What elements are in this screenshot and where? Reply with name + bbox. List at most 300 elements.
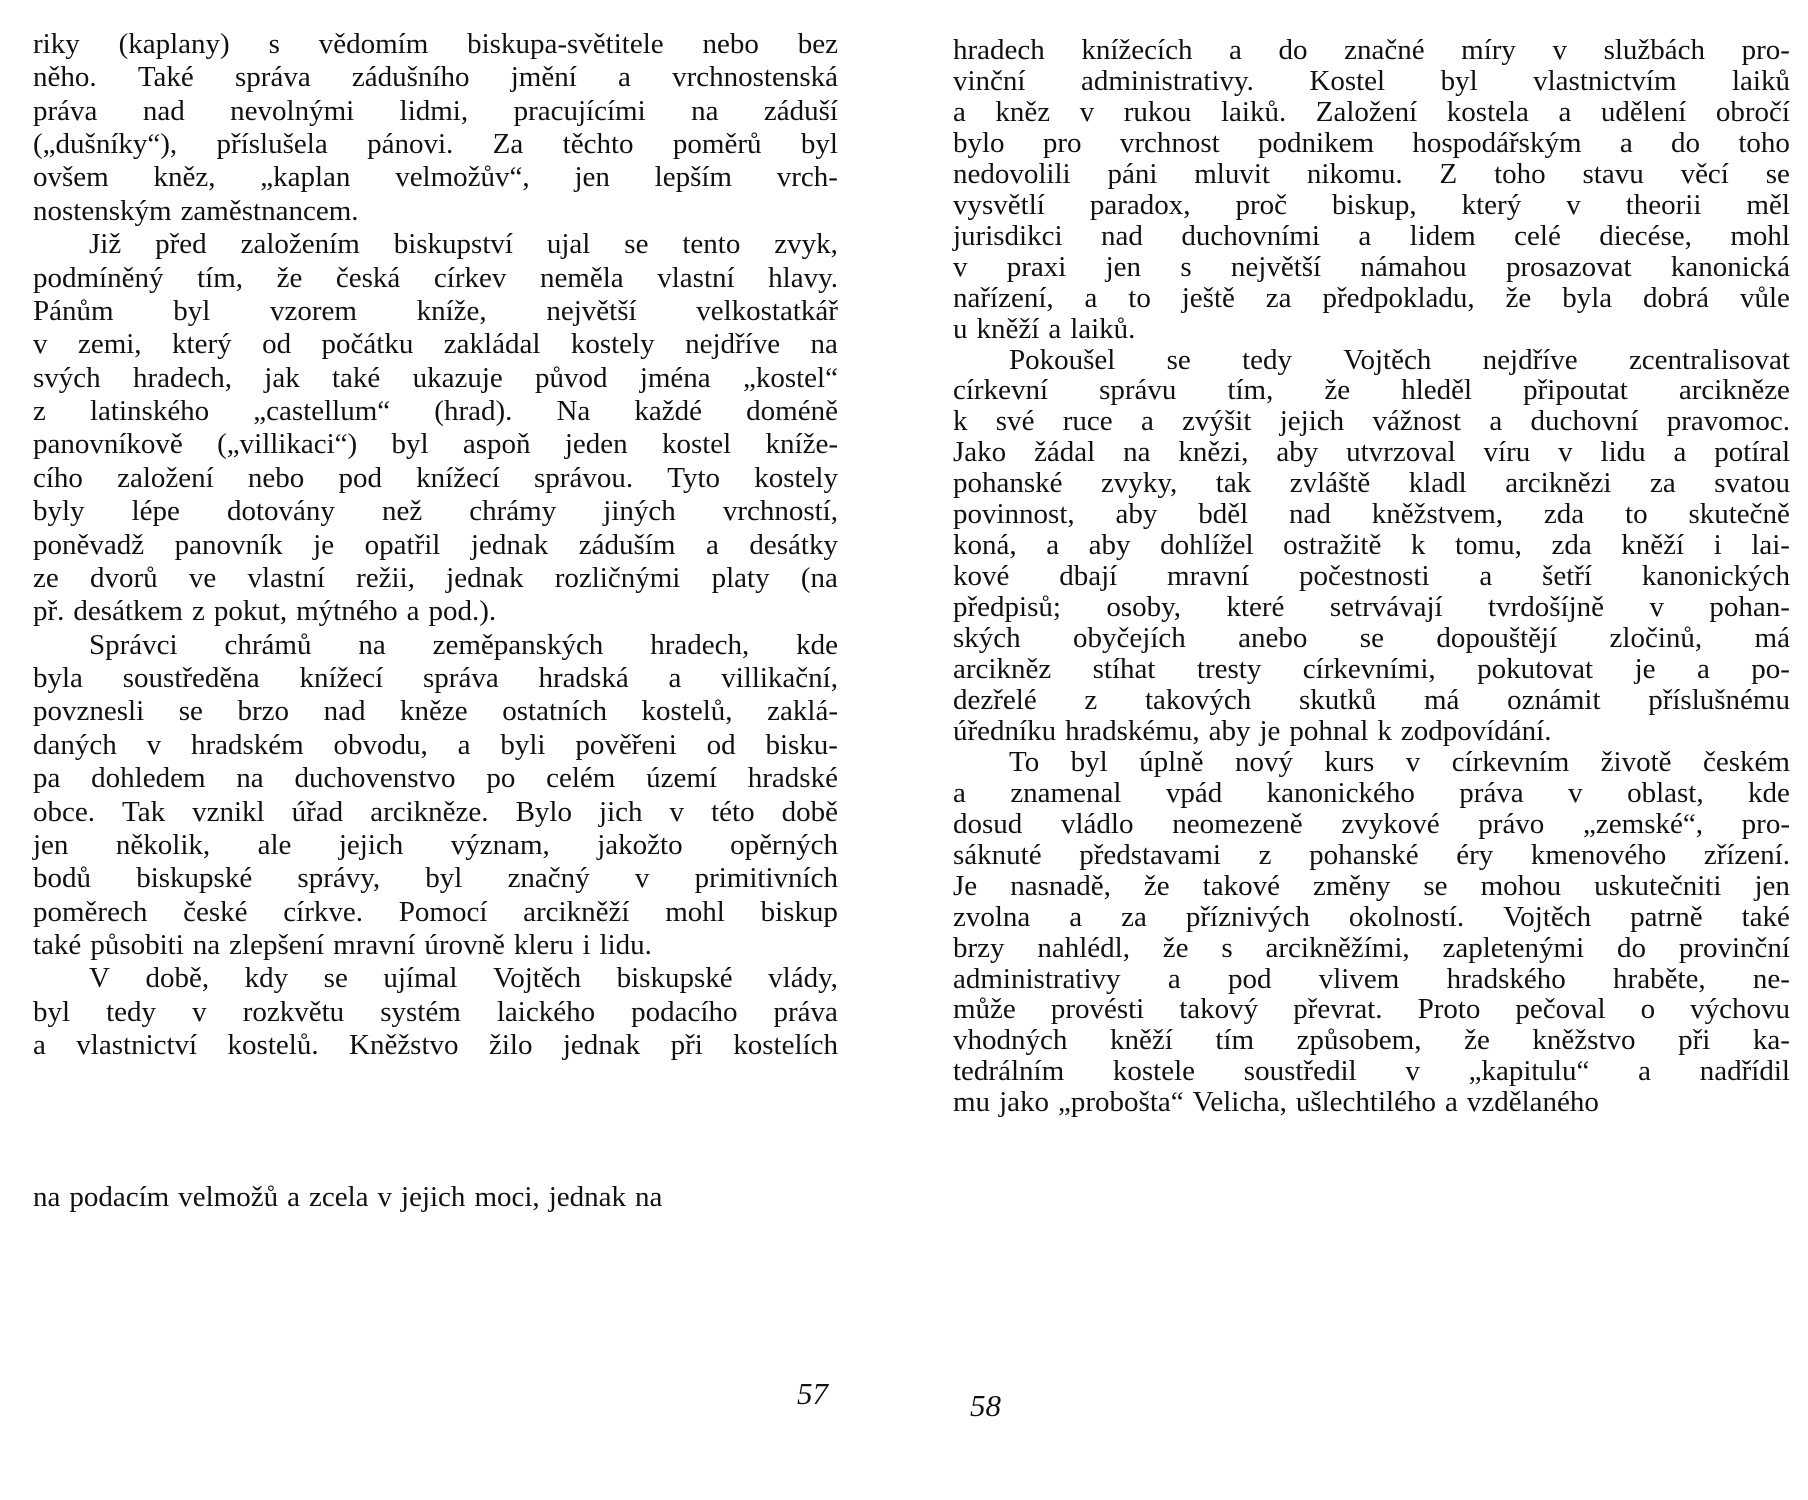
word: a <box>406 595 420 628</box>
word: tvrdošíjně <box>1488 591 1605 624</box>
word: tak <box>1215 467 1252 500</box>
word: jen <box>1754 869 1790 902</box>
word: převrat. <box>1293 993 1383 1026</box>
word: původ <box>535 361 608 394</box>
word: laiků <box>1731 64 1790 97</box>
word: nasnadě, <box>1010 869 1111 902</box>
word: oblast, <box>1627 776 1704 809</box>
word: byl <box>425 862 463 895</box>
word: u <box>953 312 968 345</box>
word: práva <box>773 995 838 1028</box>
word: villikační, <box>721 662 838 695</box>
word: vlastní <box>657 261 735 294</box>
word: svých <box>33 361 101 394</box>
text-line <box>1009 746 1790 778</box>
word: oznámit <box>1507 683 1601 716</box>
text-line <box>953 839 1790 871</box>
word: po <box>486 762 516 795</box>
word: které <box>1226 591 1285 624</box>
word: k <box>1377 714 1392 747</box>
word: obce. <box>33 795 95 828</box>
word: jakožto <box>597 828 683 861</box>
word: správy, <box>297 862 381 895</box>
word: doméně <box>746 395 838 428</box>
word: zda <box>1551 529 1592 562</box>
word: „kaplan <box>260 161 351 194</box>
word: a <box>1140 405 1154 438</box>
word: aspoň <box>462 428 531 461</box>
word: hradech <box>953 34 1045 66</box>
word: pohanské <box>953 467 1063 500</box>
text-line <box>953 282 1790 314</box>
word: českém <box>1702 745 1790 778</box>
word: je <box>1634 653 1656 685</box>
word: pohnal <box>1289 714 1369 747</box>
word: panovník <box>174 528 283 561</box>
word: zda <box>1543 498 1585 531</box>
word: v <box>1405 1055 1420 1088</box>
word: kové <box>953 560 1010 593</box>
word: byl <box>1070 745 1108 778</box>
word: desátky <box>749 528 838 561</box>
word: a <box>1444 1086 1458 1119</box>
word: zemi, <box>77 328 142 361</box>
word: arcikněžími, <box>1265 931 1410 964</box>
word: takový <box>1179 993 1259 1026</box>
word: a <box>1358 219 1372 252</box>
word: riky <box>33 28 80 60</box>
word: arcikněze. <box>370 795 489 828</box>
word: z <box>191 595 205 628</box>
word: biskup, <box>1332 188 1417 221</box>
word: při <box>1678 1024 1711 1057</box>
word: zvyky, <box>1101 467 1178 500</box>
word: bodů <box>33 862 91 895</box>
word: moci, <box>474 1181 540 1213</box>
word: chrámy <box>469 495 557 528</box>
word: a <box>1638 1055 1651 1088</box>
word: tresty <box>1196 653 1262 685</box>
word: předpisů; <box>953 591 1061 624</box>
word: paradox, <box>1089 188 1191 221</box>
text-line <box>953 65 1790 97</box>
word: knížecích <box>1081 34 1193 66</box>
word: hleděl <box>1401 374 1473 407</box>
text-line <box>953 560 1790 592</box>
text-line <box>953 1086 1790 1118</box>
word: své <box>995 405 1035 438</box>
word: nad <box>1289 498 1331 531</box>
word: dezřelé <box>953 683 1037 716</box>
word: systém <box>380 995 461 1028</box>
word: těchto <box>562 128 634 161</box>
word: k <box>953 405 968 438</box>
word: zádušního <box>351 61 470 94</box>
word: lai- <box>1751 529 1790 562</box>
word: hradech, <box>132 361 232 394</box>
text-line <box>33 428 838 460</box>
word: hradském <box>190 728 304 761</box>
text-line <box>33 395 838 427</box>
text-line <box>33 695 838 727</box>
word: a <box>1048 312 1062 345</box>
word: pohan- <box>1709 591 1790 624</box>
word: To <box>1009 745 1040 778</box>
word: nad <box>323 695 366 728</box>
word: soustředěna <box>122 662 260 695</box>
word: Na <box>556 395 591 428</box>
word: je <box>313 528 335 561</box>
text-line <box>953 653 1790 685</box>
word: založení <box>117 461 214 494</box>
word: úrovně <box>424 928 505 961</box>
word: duchovními <box>1181 219 1320 252</box>
word: ale <box>257 828 292 861</box>
text-line <box>953 405 1790 437</box>
word: rozkvětu <box>242 995 345 1028</box>
word: okolností. <box>1348 900 1465 933</box>
word: vysvětlí <box>953 188 1045 221</box>
word: obyčejích <box>1073 622 1186 655</box>
text-line <box>33 562 838 594</box>
word: Vojtěch <box>1343 343 1432 376</box>
word: životě <box>1600 745 1672 778</box>
word: provinční <box>1678 931 1790 964</box>
word: nedovolili <box>953 157 1071 190</box>
word: jich <box>599 795 643 828</box>
word: má <box>1754 622 1790 655</box>
word: Pokoušel <box>1009 343 1116 376</box>
word: v <box>1079 95 1095 128</box>
word: celé <box>1514 219 1561 252</box>
text-line <box>953 220 1790 252</box>
word: poměrů <box>672 128 762 161</box>
word: a <box>668 662 682 695</box>
word: kladl <box>1408 467 1467 500</box>
word: dbají <box>1059 560 1118 593</box>
word: za <box>1650 467 1676 500</box>
word: mu <box>953 1086 991 1119</box>
word: tedy <box>106 995 157 1028</box>
word: Tyto <box>667 461 721 494</box>
word: také <box>1741 900 1790 933</box>
word: nad <box>142 94 185 127</box>
word: zcela <box>308 1181 369 1213</box>
word: biskupa-světitele <box>467 28 664 60</box>
word: (hrad). <box>434 395 513 428</box>
word: jiných <box>603 495 676 528</box>
word: dosud <box>953 807 1023 840</box>
word: ještě <box>1181 281 1235 314</box>
word: pod <box>1227 962 1272 995</box>
word: správa <box>235 61 311 94</box>
word: Kostel <box>1309 64 1386 97</box>
word: je <box>1259 714 1281 747</box>
word: na <box>33 1181 61 1213</box>
word: a <box>1558 95 1572 128</box>
word: jako <box>999 1086 1049 1119</box>
word: jejich <box>338 828 404 861</box>
word: něho. <box>33 61 97 94</box>
word: mluvit <box>1194 157 1270 190</box>
word: zaklá- <box>767 695 838 728</box>
word: době, <box>145 962 210 995</box>
word: ve <box>188 561 217 594</box>
word: pro- <box>1741 807 1790 840</box>
word: kněžstvo <box>1532 1024 1636 1057</box>
text-line <box>33 1181 838 1213</box>
word: jen <box>574 161 610 194</box>
word: pánovi. <box>367 128 454 161</box>
word: největší <box>546 294 637 327</box>
word: význam, <box>450 828 550 861</box>
text-line <box>89 228 838 260</box>
word: vzdělaného <box>1466 1086 1599 1119</box>
word: také <box>331 361 381 394</box>
word: dotovány <box>226 495 335 528</box>
word: úřad <box>291 795 344 828</box>
word: se <box>178 695 203 728</box>
word: vlastnictví <box>76 1029 198 1062</box>
word: počátku <box>321 328 414 361</box>
word: z <box>1258 838 1272 871</box>
word: arcikněz <box>953 653 1052 685</box>
word: že <box>1505 281 1532 314</box>
word: má <box>1423 683 1460 716</box>
word: („villikaci“) <box>217 428 358 461</box>
word: kanonická <box>1670 250 1790 283</box>
word: lépe <box>131 495 180 528</box>
word: v <box>33 328 48 361</box>
word: takových <box>1144 683 1252 716</box>
page-58 <box>904 0 1808 1500</box>
word: kněze <box>400 695 468 728</box>
word: na <box>635 1181 663 1213</box>
word: hradech, <box>650 628 750 661</box>
word: podacího <box>631 995 738 1028</box>
word: Z <box>1439 157 1458 190</box>
text-line <box>953 158 1790 190</box>
word: administrativy <box>953 962 1121 995</box>
page-number: 58 <box>970 1388 1001 1423</box>
word: byl <box>1440 64 1478 97</box>
word: do <box>1617 931 1646 964</box>
word: bděl <box>1198 498 1249 531</box>
word: se <box>624 228 649 261</box>
word: službách <box>1603 34 1706 66</box>
word: administrativy. <box>1080 64 1254 97</box>
word: koná, <box>953 529 1017 562</box>
word: zvyk, <box>774 228 838 261</box>
word: dvorů <box>90 561 158 594</box>
word: tím <box>1215 1024 1255 1057</box>
word: v <box>192 995 207 1028</box>
word: na <box>691 94 719 127</box>
word: pa <box>33 762 61 795</box>
word: kostelů, <box>641 695 733 728</box>
word: jednak <box>562 1029 641 1062</box>
text-line <box>33 61 838 93</box>
word: v <box>634 862 650 895</box>
word: zodpovídání. <box>1400 714 1552 747</box>
word: Kněžstvo <box>349 1029 459 1062</box>
word: jen <box>33 828 69 861</box>
word: biskupské <box>616 962 733 995</box>
word: v <box>146 728 162 761</box>
word: znamenal <box>1010 776 1122 809</box>
word: byl <box>800 128 838 161</box>
word: dobrá <box>1643 281 1710 314</box>
text-line <box>89 629 838 661</box>
word: a <box>705 528 719 561</box>
text-line <box>953 127 1790 159</box>
word: jeden <box>564 428 628 461</box>
word: laiků. <box>1220 95 1287 128</box>
word: mýtného <box>296 595 398 628</box>
word: desátkem <box>73 595 183 628</box>
text-line <box>953 622 1790 654</box>
word: hradské <box>747 762 838 795</box>
text-line <box>33 762 838 794</box>
word: Proto <box>1417 993 1481 1026</box>
word: stavu <box>1582 157 1644 190</box>
word: předpokladu, <box>1322 281 1475 314</box>
word: víru <box>1483 436 1531 469</box>
word: úředníku <box>953 714 1057 747</box>
word: „zemské“, <box>1583 807 1703 840</box>
word: hlavy. <box>768 261 838 294</box>
word: založením <box>240 228 360 261</box>
word: velmožů <box>178 1181 279 1213</box>
word: v <box>669 795 685 828</box>
word: i <box>1713 529 1722 562</box>
word: podmíněný <box>33 261 164 294</box>
word: nad <box>1101 219 1143 252</box>
word: mravní <box>1167 560 1250 593</box>
text-line <box>953 591 1790 623</box>
word: nejdříve <box>1482 343 1578 376</box>
word: zvláště <box>1289 467 1371 500</box>
word: že <box>1162 931 1189 964</box>
word: zaměstnancem. <box>180 194 359 227</box>
word: zapletenými <box>1442 931 1585 964</box>
text-line <box>1009 344 1790 376</box>
word: ne- <box>1752 962 1790 995</box>
word: se <box>1765 157 1790 190</box>
text-line <box>33 362 838 394</box>
word: Za <box>492 128 524 161</box>
word: Pánům <box>33 294 114 327</box>
word: tedrálním <box>953 1055 1065 1088</box>
word: tento <box>682 228 741 261</box>
word: povznesli <box>33 695 145 728</box>
word: vlivem <box>1318 962 1400 995</box>
word: a <box>1069 900 1083 933</box>
word: který <box>172 328 232 361</box>
word: několik, <box>115 828 211 861</box>
word: že <box>1324 374 1351 407</box>
word: osoby, <box>1106 591 1182 624</box>
text-line <box>33 862 838 894</box>
word: kanonického <box>1266 776 1415 809</box>
word: i <box>582 928 591 961</box>
word: bisku- <box>765 728 838 761</box>
word: Tak <box>122 795 166 828</box>
word: lidu <box>1600 436 1646 469</box>
word: pro <box>1042 126 1082 159</box>
word: za <box>1265 281 1292 314</box>
word: nostenským <box>33 194 172 227</box>
word: celém <box>546 762 616 795</box>
word: nový <box>1234 745 1293 778</box>
word: česká <box>335 261 401 294</box>
word: cího <box>33 461 83 494</box>
word: toho <box>1738 126 1790 159</box>
word: nahlédl, <box>1037 931 1130 964</box>
word: každé <box>634 395 703 428</box>
word: hospodářským <box>1412 126 1582 159</box>
word: pohanské <box>1309 838 1419 871</box>
text-line <box>33 295 838 327</box>
word: podnikem <box>1258 126 1375 159</box>
text-line <box>33 495 838 527</box>
word: žilo <box>488 1029 533 1062</box>
word: práva <box>33 94 98 127</box>
word: „castellum“ <box>253 395 391 428</box>
text-line <box>33 796 838 828</box>
word: kmenového <box>1530 838 1667 871</box>
word: době <box>781 795 838 828</box>
word: provésti <box>1050 993 1145 1026</box>
word: vrchnost <box>1119 126 1220 159</box>
word: soustředil <box>1243 1055 1357 1088</box>
word: tím, <box>197 261 243 294</box>
word: mravní <box>333 928 416 961</box>
word: Pomocí <box>398 895 488 928</box>
word: správu <box>1099 374 1177 407</box>
word: lidem <box>1409 219 1476 252</box>
text-line <box>33 829 838 861</box>
word: arciknězi <box>1505 467 1612 500</box>
word: po- <box>1751 653 1790 685</box>
word: ušlechtilého <box>1295 1086 1436 1119</box>
word: praxi <box>1006 250 1067 283</box>
word: tomu, <box>1455 529 1522 562</box>
word: Vojtěch <box>1503 900 1592 933</box>
word: se <box>1359 622 1384 655</box>
word: kde <box>1748 776 1790 809</box>
word: éry <box>1456 838 1494 871</box>
word: s <box>1221 931 1233 964</box>
word: patrně <box>1630 900 1703 933</box>
text-line <box>953 313 1790 345</box>
word: rukou <box>1123 95 1192 128</box>
word: panovníkově <box>33 428 183 461</box>
word: hradskému, <box>1065 714 1200 747</box>
text-line <box>953 715 1790 747</box>
word: a <box>457 728 471 761</box>
word: od <box>706 728 736 761</box>
word: jména <box>639 361 711 394</box>
text-line <box>953 963 1790 995</box>
word: kurs <box>1324 745 1375 778</box>
word: a <box>953 95 966 128</box>
word: Již <box>89 228 122 261</box>
text-line <box>953 870 1790 902</box>
text-line <box>953 374 1790 406</box>
text-line <box>33 195 838 227</box>
word: setrvávají <box>1329 591 1443 624</box>
